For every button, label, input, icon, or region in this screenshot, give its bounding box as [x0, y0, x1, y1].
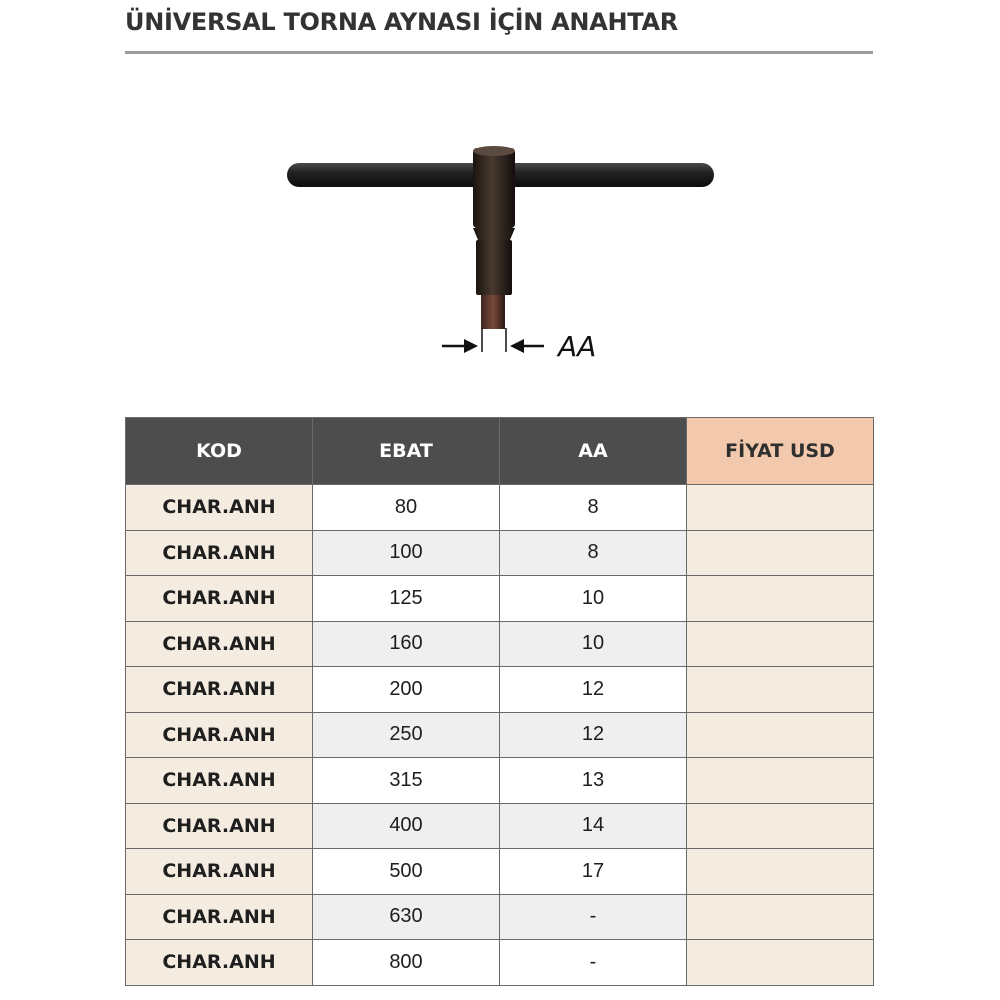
cell-fiyat: [687, 758, 874, 804]
table-row: [126, 758, 874, 804]
cell-kod: CHAR.ANH: [126, 940, 313, 986]
cell-kod: CHAR.ANH: [126, 576, 313, 622]
title-divider: [125, 51, 873, 54]
cell-fiyat: [687, 849, 874, 895]
table-row: [126, 894, 874, 940]
cell-aa: 12: [500, 667, 687, 713]
col-header-kod: KOD: [126, 418, 313, 485]
dimension-label-aa: AA: [558, 330, 597, 363]
cell-fiyat: [687, 940, 874, 986]
table-row: [126, 712, 874, 758]
cell-aa: 13: [500, 758, 687, 804]
cell-ebat: 500: [313, 849, 500, 895]
cell-ebat: 315: [313, 758, 500, 804]
cell-aa: 10: [500, 621, 687, 667]
cell-aa: -: [500, 894, 687, 940]
cell-aa: 17: [500, 849, 687, 895]
cell-aa: 8: [500, 530, 687, 576]
col-header-aa: AA: [500, 418, 687, 485]
cell-ebat: 80: [313, 485, 500, 531]
table-row: [126, 849, 874, 895]
chuck-key-illustration: [287, 146, 714, 329]
table-row: [126, 940, 874, 986]
cell-ebat: 630: [313, 894, 500, 940]
cell-ebat: 200: [313, 667, 500, 713]
col-header-ebat: EBAT: [313, 418, 500, 485]
table-row: [126, 485, 874, 531]
table-row: [126, 621, 874, 667]
cell-ebat: 125: [313, 576, 500, 622]
cell-ebat: 800: [313, 940, 500, 986]
cell-aa: 14: [500, 803, 687, 849]
cell-ebat: 250: [313, 712, 500, 758]
chuck-key-figure: [270, 130, 730, 375]
table-header-row: [126, 418, 874, 485]
cell-kod: CHAR.ANH: [126, 849, 313, 895]
cell-kod: CHAR.ANH: [126, 530, 313, 576]
product-table: [125, 417, 874, 986]
cell-fiyat: [687, 667, 874, 713]
cell-kod: CHAR.ANH: [126, 758, 313, 804]
cell-kod: CHAR.ANH: [126, 485, 313, 531]
table-body: [126, 485, 874, 986]
cell-fiyat: [687, 894, 874, 940]
cell-aa: -: [500, 940, 687, 986]
cell-kod: CHAR.ANH: [126, 894, 313, 940]
col-header-fiyat: FİYAT USD: [687, 418, 874, 485]
cell-kod: CHAR.ANH: [126, 712, 313, 758]
cell-fiyat: [687, 530, 874, 576]
cell-fiyat: [687, 712, 874, 758]
cell-ebat: 400: [313, 803, 500, 849]
cell-ebat: 100: [313, 530, 500, 576]
cell-aa: 8: [500, 485, 687, 531]
cell-fiyat: [687, 803, 874, 849]
dimension-callout: [442, 328, 544, 353]
cell-kod: CHAR.ANH: [126, 803, 313, 849]
cell-fiyat: [687, 621, 874, 667]
table-row: [126, 576, 874, 622]
table-row: [126, 803, 874, 849]
page-title: ÜNİVERSAL TORNA AYNASI İÇİN ANAHTAR: [125, 8, 678, 36]
table-row: [126, 530, 874, 576]
cell-fiyat: [687, 485, 874, 531]
cell-fiyat: [687, 576, 874, 622]
cell-ebat: 160: [313, 621, 500, 667]
table-row: [126, 667, 874, 713]
cell-aa: 12: [500, 712, 687, 758]
cell-kod: CHAR.ANH: [126, 667, 313, 713]
cell-kod: CHAR.ANH: [126, 621, 313, 667]
cell-aa: 10: [500, 576, 687, 622]
